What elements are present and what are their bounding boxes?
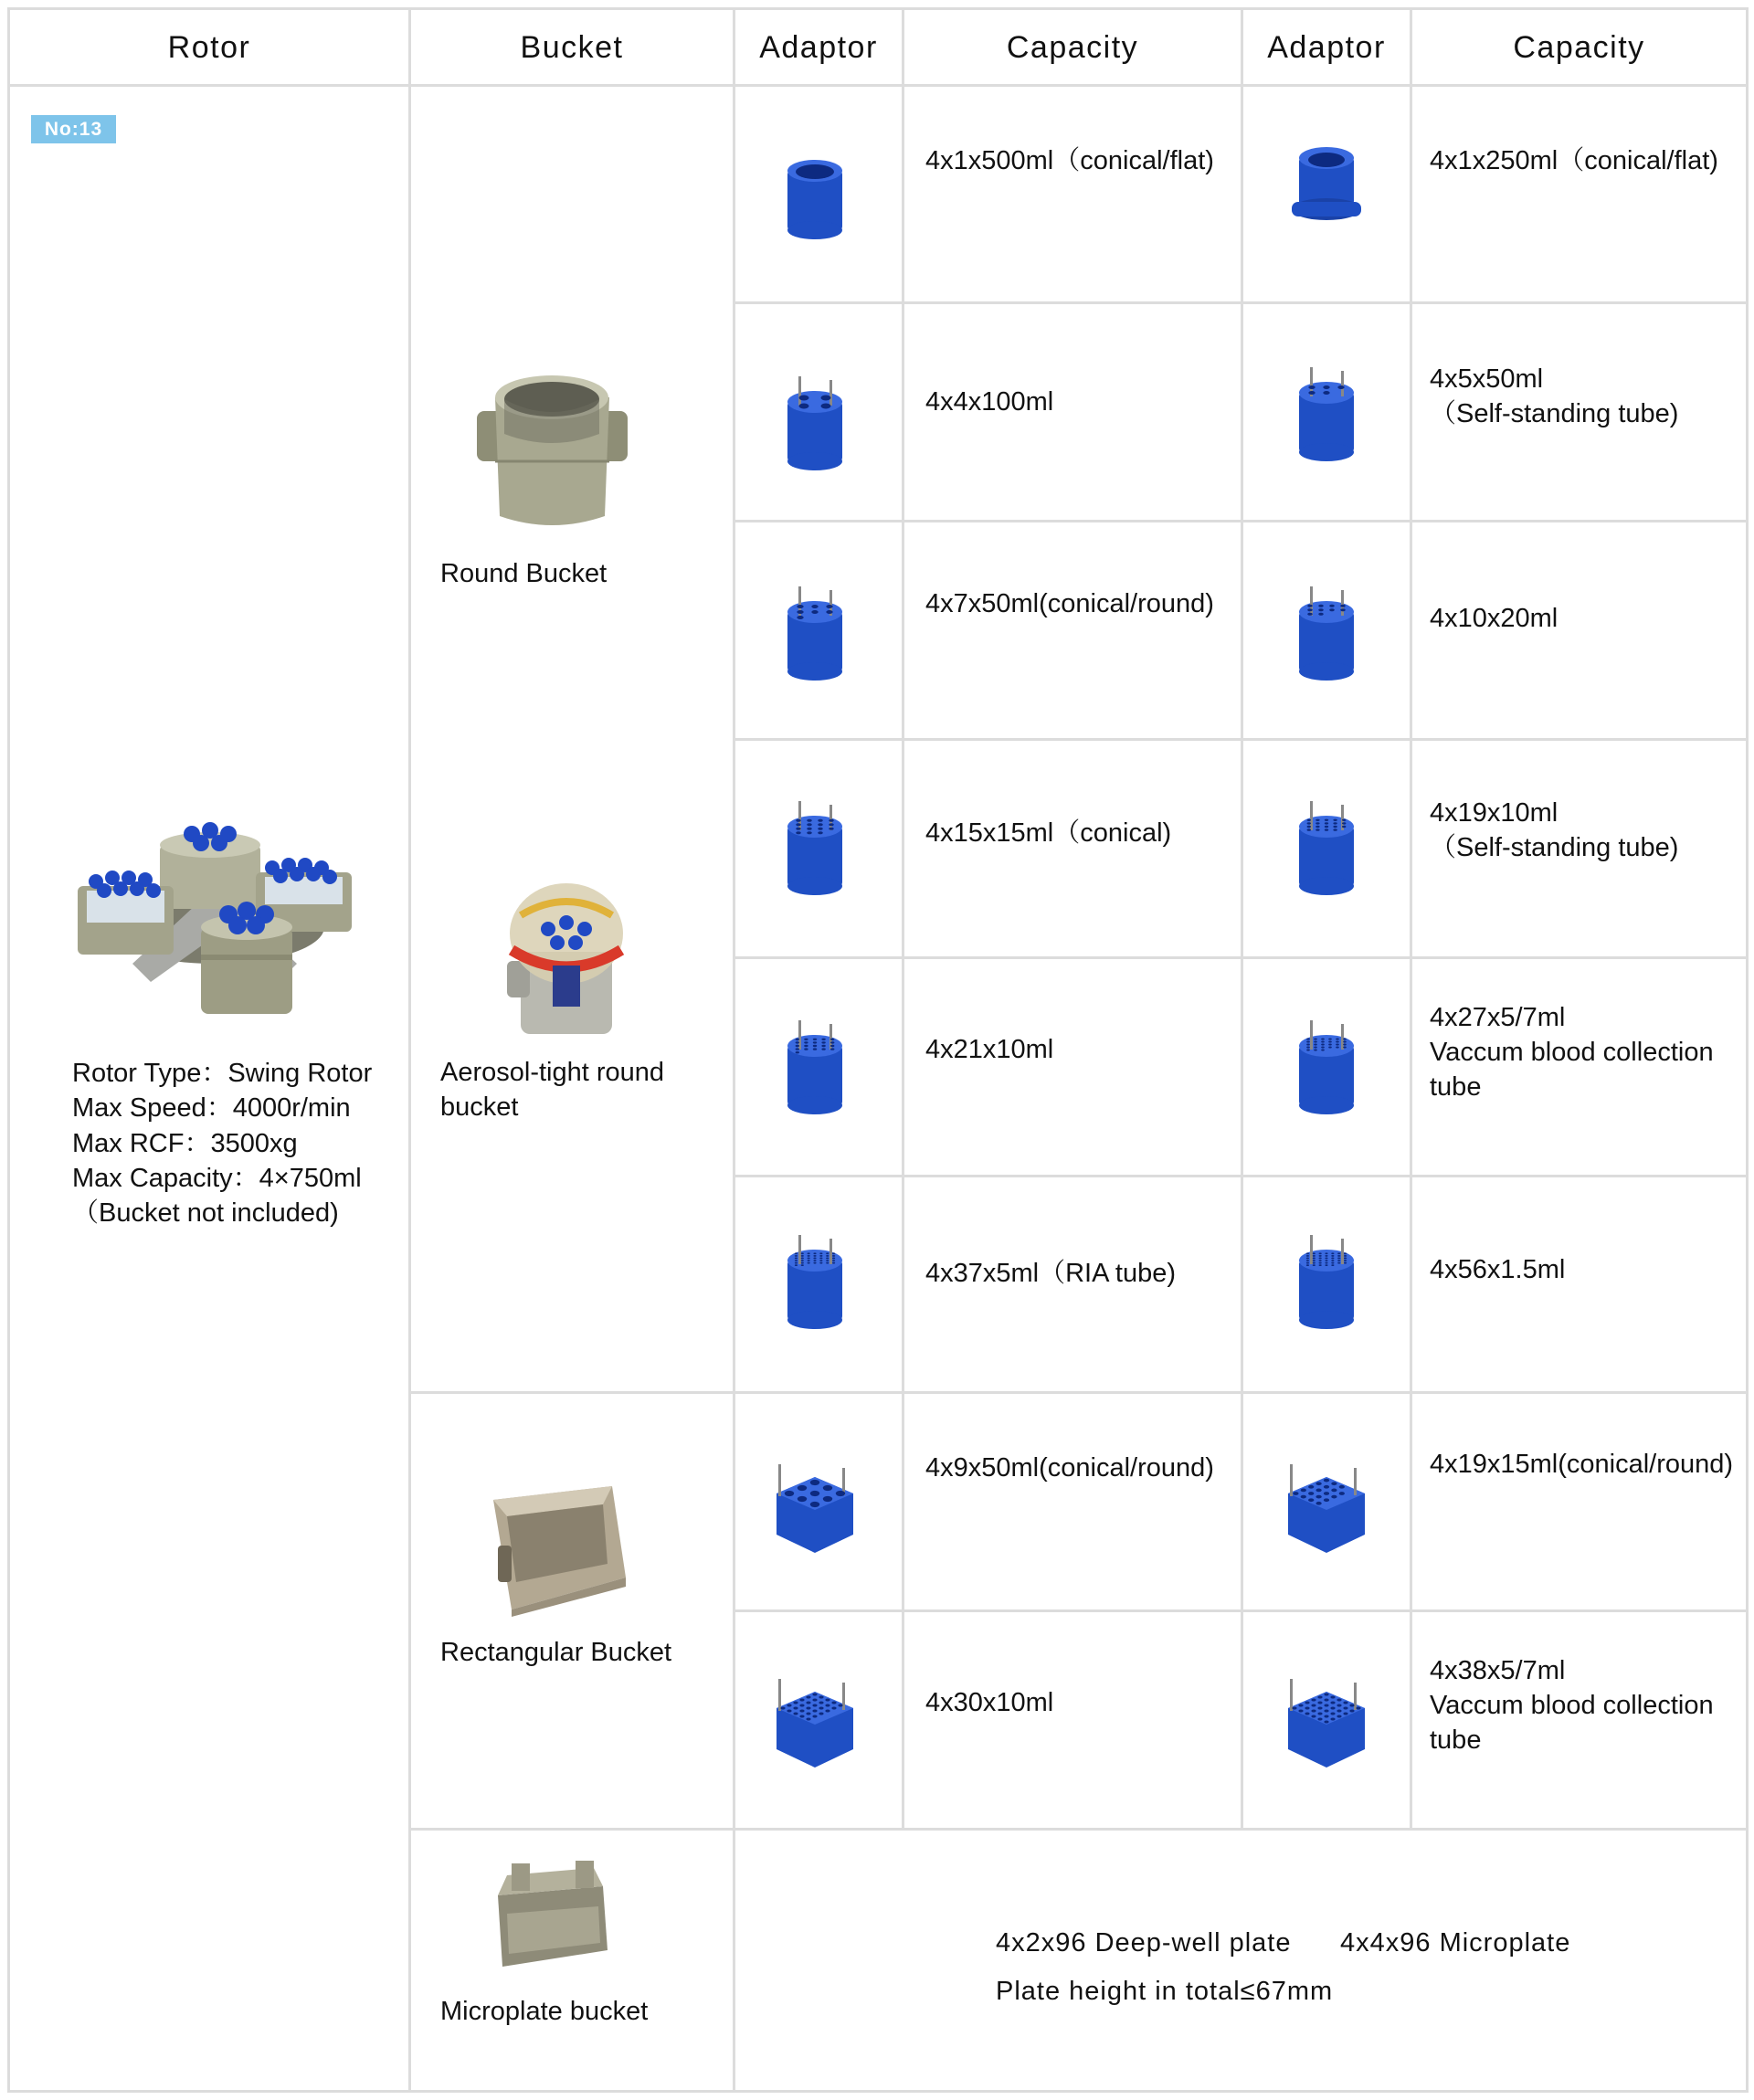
grid-line xyxy=(1241,7,1243,1831)
aerosol-bucket-image xyxy=(502,879,630,1039)
header-bucket-label: Bucket xyxy=(520,29,624,65)
blue-adaptor-icon xyxy=(769,585,861,685)
model-badge: No:13 xyxy=(31,115,116,143)
blue-adaptor-icon xyxy=(769,1233,861,1334)
blue-adaptor-icon xyxy=(769,1672,861,1772)
microplate-bucket-label: Microplate bucket xyxy=(440,1997,649,2026)
microplate-text: 4x4x96 Microplate xyxy=(1340,1928,1571,1958)
round-bucket-image xyxy=(477,370,628,530)
capacity-row4-col1: 4x15x15ml（conical) xyxy=(925,818,1172,848)
grid-line xyxy=(1746,7,1749,2093)
header-rotor xyxy=(10,9,408,86)
capacity-row2-col2-line1: 4x5x50ml xyxy=(1430,364,1544,394)
rectangular-bucket-icon xyxy=(484,1472,630,1619)
grid-line xyxy=(902,7,904,1831)
grid-line xyxy=(7,7,10,2093)
max-speed-text: Max Speed：4000r/min xyxy=(72,1093,351,1123)
capacity-row7-col1: 4x9x50ml(conical/round) xyxy=(925,1453,1214,1483)
capacity-row6-col2: 4x56x1.5ml xyxy=(1430,1255,1566,1284)
deep-well-plate-text: 4x2x96 Deep-well plate xyxy=(996,1928,1292,1958)
blue-adaptor-icon xyxy=(1281,799,1372,900)
round-bucket-label: Round Bucket xyxy=(440,559,608,588)
capacity-row4-col2-line2: （Self-standing tube) xyxy=(1430,833,1679,862)
blue-adaptor-icon xyxy=(1281,585,1372,685)
grid-line xyxy=(1410,7,1412,1831)
aerosol-bucket-label-line2: bucket xyxy=(440,1092,519,1122)
capacity-row3-col1: 4x7x50ml(conical/round) xyxy=(925,589,1214,618)
capacity-row8-col2-line3: tube xyxy=(1430,1725,1482,1755)
capacity-row5-col1: 4x21x10ml xyxy=(925,1035,1054,1064)
rectangular-bucket-image xyxy=(484,1472,630,1619)
capacity-row8-col2-line1: 4x38x5/7ml xyxy=(1430,1656,1566,1685)
swing-rotor-image xyxy=(73,818,356,1028)
header-capacity-1 xyxy=(904,9,1241,86)
capacity-row2-col1: 4x4x100ml xyxy=(925,387,1054,417)
header-capacity-1-label: Capacity xyxy=(1006,29,1139,65)
header-adaptor-1-label: Adaptor xyxy=(759,29,878,65)
header-adaptor-2-label: Adaptor xyxy=(1267,29,1386,65)
capacity-row5-col2-line1: 4x27x5/7ml xyxy=(1430,1003,1566,1032)
max-capacity-text: Max Capacity：4×750ml xyxy=(72,1164,362,1193)
blue-adaptor-icon xyxy=(1281,1457,1372,1557)
blue-adaptor-icon xyxy=(769,375,861,475)
header-adaptor-1 xyxy=(735,9,902,86)
blue-adaptor-icon xyxy=(769,143,861,244)
grid-line xyxy=(408,1828,1749,1831)
header-capacity-2-label: Capacity xyxy=(1513,29,1645,65)
capacity-row4-col2-line1: 4x19x10ml xyxy=(1430,798,1559,828)
capacity-row6-col1: 4x37x5ml（RIA tube) xyxy=(925,1259,1177,1288)
microplate-bucket-icon xyxy=(489,1859,617,1978)
max-rcf-text: Max RCF：3500xg xyxy=(72,1129,298,1158)
grid-line xyxy=(408,1391,1749,1394)
blue-adaptor-icon xyxy=(1281,1233,1372,1334)
capacity-row8-col1: 4x30x10ml xyxy=(925,1688,1054,1717)
swing-rotor-icon xyxy=(73,818,356,1028)
capacity-row7-col2: 4x19x15ml(conical/round) xyxy=(1430,1450,1734,1479)
capacity-row3-col2: 4x10x20ml xyxy=(1430,604,1559,633)
header-bucket xyxy=(411,9,733,86)
microplate-bucket-image xyxy=(489,1859,617,1978)
header-adaptor-2 xyxy=(1243,9,1410,86)
grid-line xyxy=(733,7,735,2093)
blue-adaptor-icon xyxy=(1281,1018,1372,1119)
plate-height-note: Plate height in total≤67mm xyxy=(996,1977,1334,2006)
blue-adaptor-icon xyxy=(769,1457,861,1557)
blue-adaptor-icon xyxy=(1281,138,1372,238)
blue-adaptor-icon xyxy=(1281,365,1372,466)
rectangular-bucket-label: Rectangular Bucket xyxy=(440,1638,672,1667)
grid-line xyxy=(7,2090,1749,2093)
blue-adaptor-icon xyxy=(769,1018,861,1119)
header-capacity-2 xyxy=(1412,9,1746,86)
capacity-row8-col2-line2: Vaccum blood collection xyxy=(1430,1691,1714,1720)
capacity-row2-col2-line2: （Self-standing tube) xyxy=(1430,399,1679,428)
blue-adaptor-icon xyxy=(769,799,861,900)
bucket-note-text: （Bucket not included) xyxy=(72,1198,339,1228)
round-bucket-icon xyxy=(477,370,628,530)
grid-line xyxy=(408,7,411,2093)
capacity-row5-col2-line3: tube xyxy=(1430,1072,1482,1102)
capacity-row5-col2-line2: Vaccum blood collection xyxy=(1430,1038,1714,1067)
blue-adaptor-icon xyxy=(1281,1672,1372,1772)
aerosol-bucket-icon xyxy=(502,879,630,1039)
capacity-row1-col1: 4x1x500ml（conical/flat) xyxy=(925,146,1214,175)
capacity-row1-col2: 4x1x250ml（conical/flat) xyxy=(1430,146,1718,175)
header-rotor-label: Rotor xyxy=(167,29,251,65)
rotor-type-text: Rotor Type：Swing Rotor xyxy=(72,1059,373,1088)
aerosol-bucket-label-line1: Aerosol-tight round xyxy=(440,1058,665,1087)
